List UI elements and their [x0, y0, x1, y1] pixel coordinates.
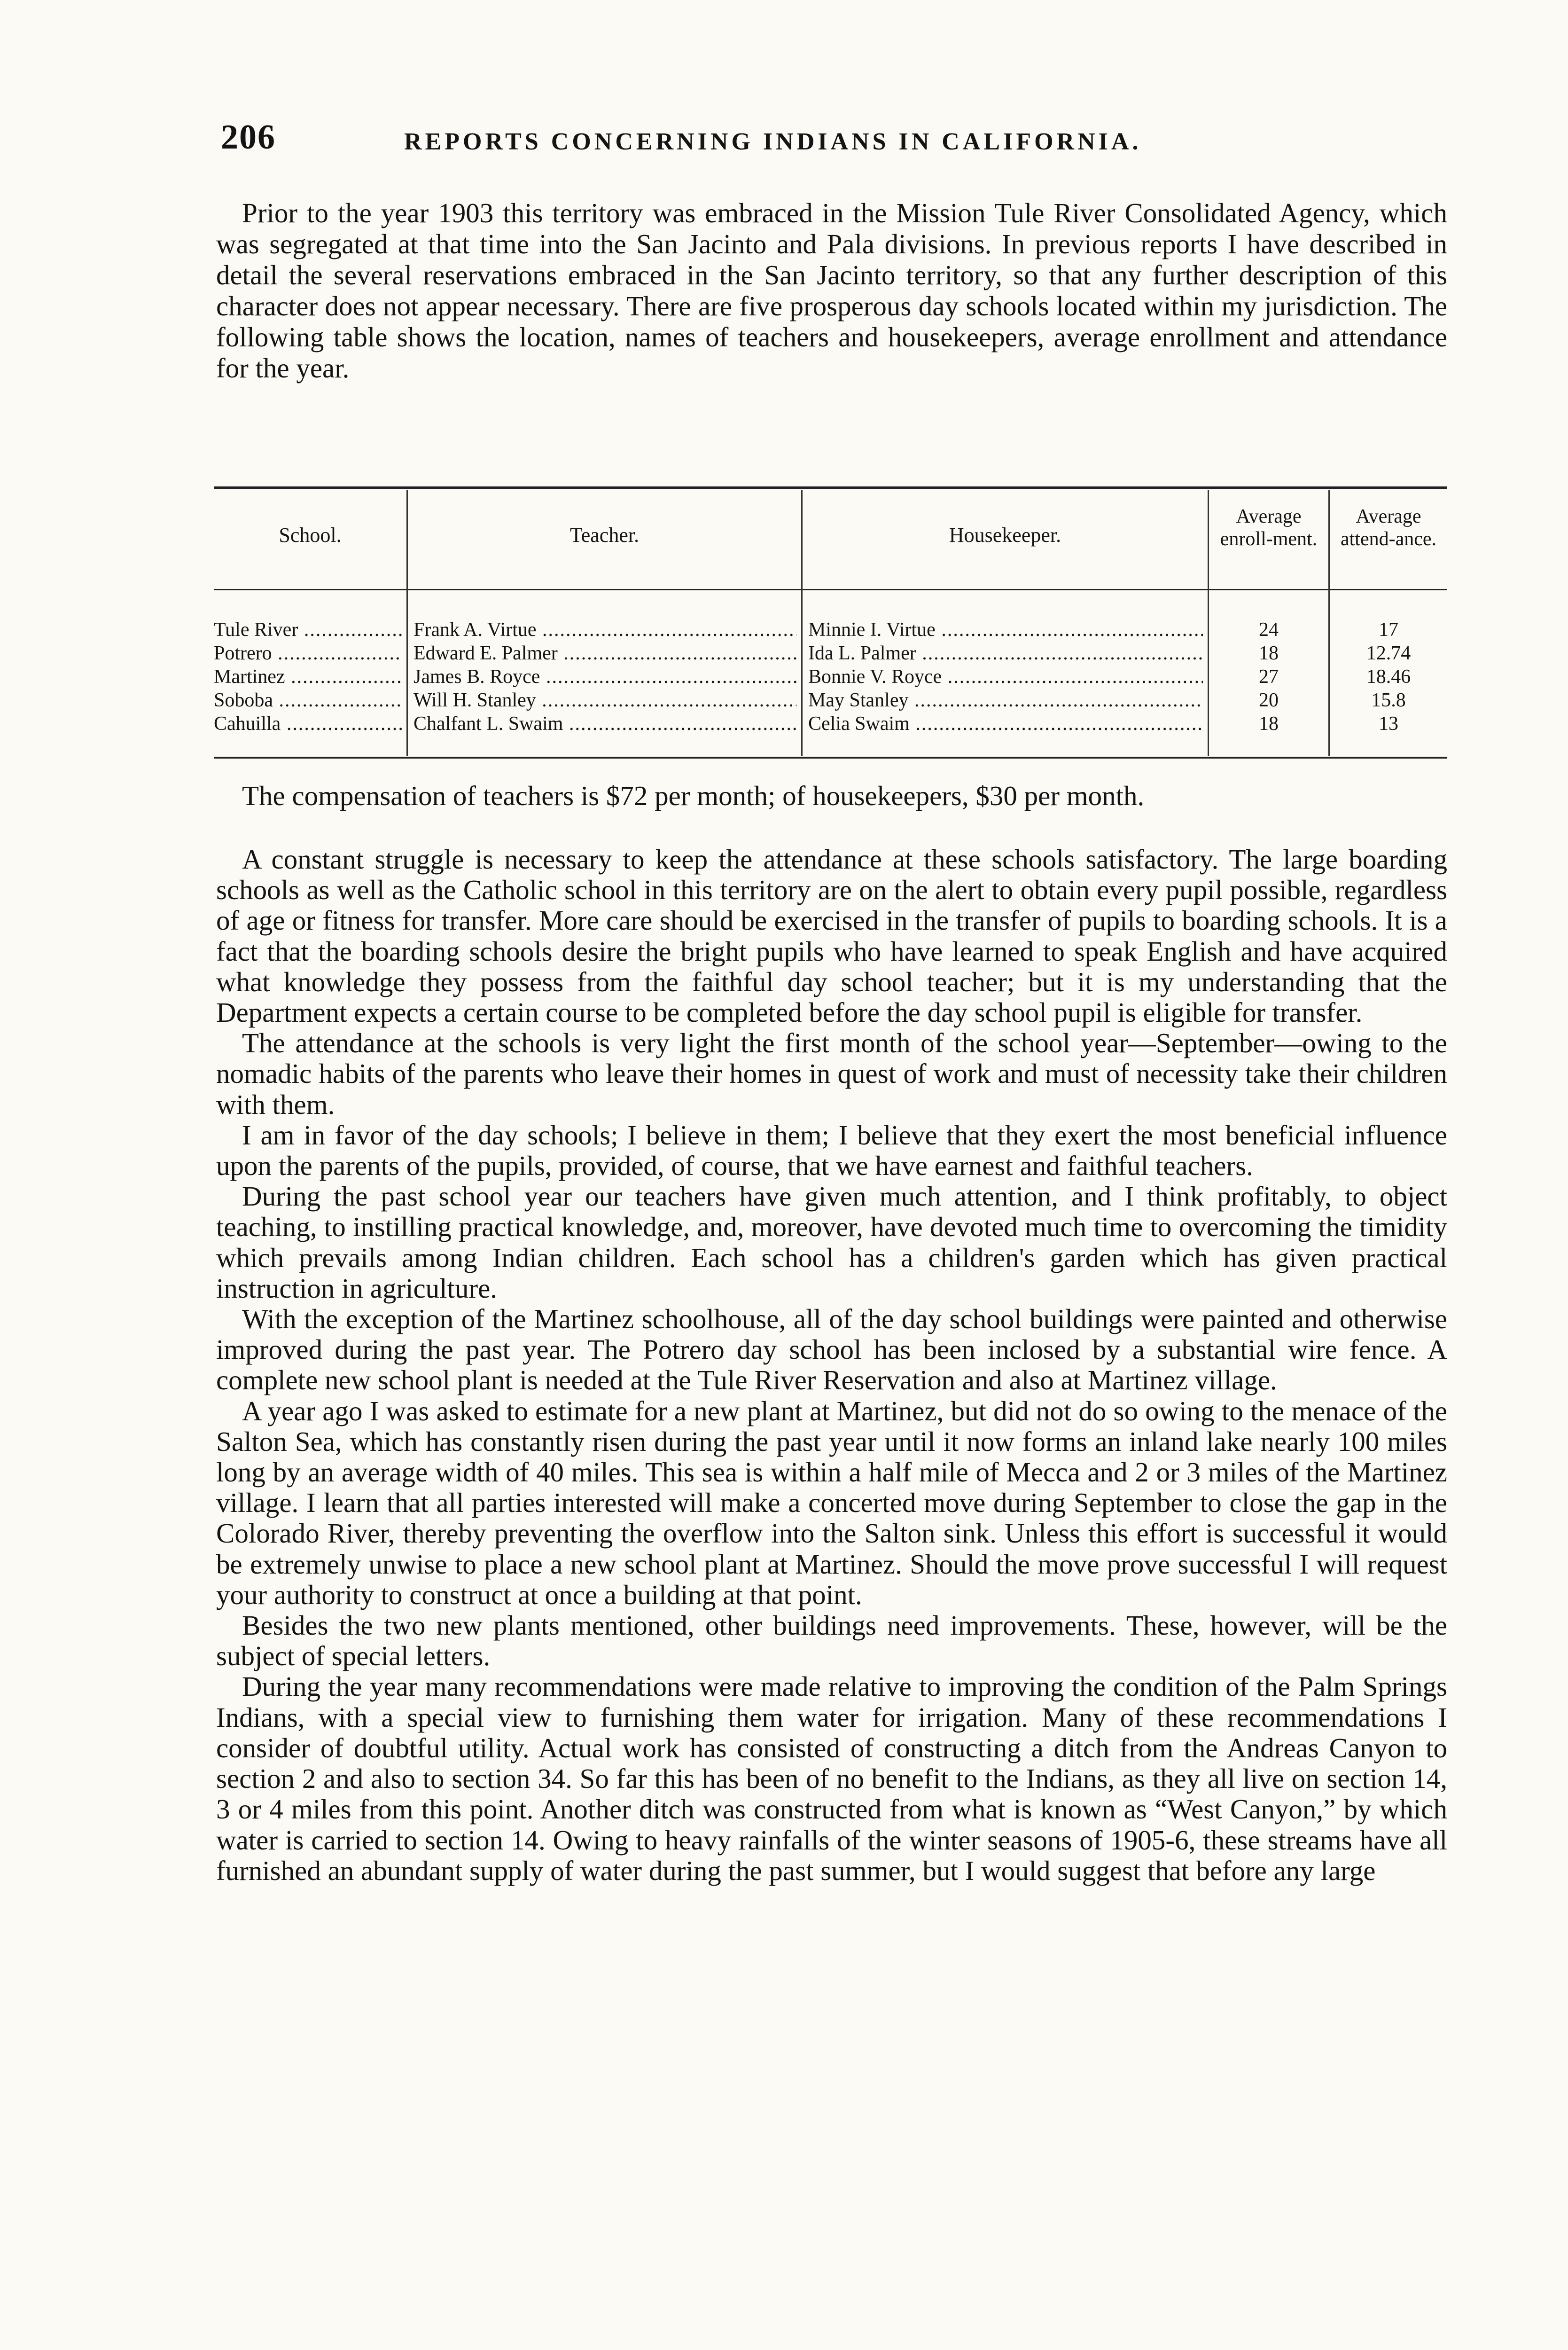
body-paragraph: A constant struggle is necessary to keep the attendance at these schools satisfactory. The large boarding schools as well as the Catholic school in this territory are on the alert to obtain every pupil possible, regardless of age or fitness for transfer. More care should be exercised in the transfer of pupils to boarding schools. It is a fact that the boarding schools desire the bright pupils who have learned to speak English and have acquired what knowledge they possess from the faithful day school teacher; but it is my understanding that the Department expects a certain course to be completed before the day school pupil is eligible for transfer.: [216, 844, 1447, 1028]
body-paragraph: During the year many recommendations were made relative to improving the condition of the Palm Springs Indians, with a special view to furnishing them water for irrigation. Many of these recommendations I consider of doubtful utility. Actual work has consisted of constructing a ditch from the Andreas Canyon to section 2 and also to section 34. So far this has been of no benefit to the Indians, as they all live on section 14, 3 or 4 miles from this point. Another ditch was constructed from what is known as “West Canyon,” by which water is carried to section 14. Owing to heavy rainfalls of the winter seasons of 1905-6, these streams have all furnished an abundant supply of water during the past summer, but I would suggest that before any large: [216, 1671, 1447, 1886]
table-top-rule: [214, 486, 1447, 489]
header-attendance: [1330, 505, 1447, 550]
page-header: [221, 118, 1452, 164]
table-cell-teacher: Will H. Stanley .....: [413, 689, 796, 712]
header-school: School.: [279, 524, 342, 547]
table-cell-housekeeper: Minnie I. Virtue .....: [808, 618, 1203, 642]
body-paragraph: Besides the two new plants mentioned, other buildings need improvements. These, however, will be the subject of special letters.: [216, 1610, 1447, 1672]
table-cell-school: Soboba .....: [214, 689, 402, 712]
table-cell-housekeeper: Ida L. Palmer .....: [808, 642, 1203, 665]
table-cell-school: Martinez .....: [214, 665, 402, 689]
header-teacher: Teacher.: [569, 524, 640, 547]
table-cell-teacher: Edward E. Palmer .....: [413, 642, 796, 665]
table-cell-school: Tule River .....: [214, 618, 402, 642]
header-attendance-text: Average attend-ance.: [1340, 506, 1437, 550]
table-cell-enrollment: 24: [1259, 619, 1279, 641]
header-enrollment: [1209, 505, 1328, 550]
running-head: REPORTS CONCERNING INDIANS IN CALIFORNIA.: [404, 128, 1142, 155]
schools-table: [214, 486, 1447, 757]
body-paragraph: A year ago I was asked to estimate for a new plant at Martinez, but did not do so owing to the menace of the Salton Sea, which has constantly risen during the past year until it now forms an inland lake nearly 100 miles long by an average width of 40 miles. This sea is within a half mile of Mecca and 2 or 3 miles of the Martinez village. I learn that all parties interested will make a concerted move during September to close the gap in the Colorado River, thereby preventing the overflow into the Salton sink. Unless this effort is successful it would be extremely unwise to place a new school plant at Martinez. Should the move prove successful I will request your authority to construct at once a building at that point.: [216, 1395, 1447, 1610]
table-cell-school: Cahuilla .....: [214, 712, 402, 736]
table-cell-teacher: Frank A. Virtue .....: [413, 618, 796, 642]
table-cell-enrollment: 20: [1259, 689, 1279, 711]
table-cell-attendance: 17: [1379, 619, 1398, 641]
table-cell-attendance: 13: [1379, 713, 1398, 735]
table-cell-enrollment: 27: [1259, 666, 1279, 688]
page-number: 206: [221, 118, 276, 157]
body-paragraph: The attendance at the schools is very light the first month of the school year—September—owing to the nomadic habits of the parents who leave their homes in quest of work and must of necessity take their children with them.: [216, 1027, 1447, 1120]
header-housekeeper: Housekeeper.: [949, 524, 1061, 547]
body-paragraph: With the exception of the Martinez schoolhouse, all of the day school buildings were painted and otherwise improved during the past year. The Potrero day school has been inclosed by a substantial wire fence. A complete new school plant is needed at the Tule River Reservation and also at Martinez village.: [216, 1303, 1447, 1396]
table-cell-enrollment: 18: [1259, 642, 1279, 664]
table-cell-teacher: James B. Royce .....: [413, 665, 796, 689]
table-cell-school: Potrero .....: [214, 642, 402, 665]
table-cell-attendance: 18.46: [1366, 666, 1411, 688]
body-paragraph: During the past school year our teachers have given much attention, and I think profitably, to object teaching, to instilling practical knowledge, and, moreover, have devoted much time to overcoming the timidity which prevails among Indian children. Each school has a children's garden which has given practical instruction in agriculture.: [216, 1181, 1447, 1304]
header-enrollment-text: Average enroll-ment.: [1220, 506, 1318, 550]
table-cell-housekeeper: May Stanley .....: [808, 689, 1203, 712]
table-cell-attendance: 15.8: [1371, 689, 1406, 711]
table-cell-housekeeper: Celia Swaim .....: [808, 712, 1203, 736]
compensation-paragraph: The compensation of teachers is $72 per month; of housekeepers, $30 per month.: [242, 780, 1145, 811]
intro-paragraph: Prior to the year 1903 this territory was embraced in the Mission Tule River Consolidated Agency, which was segregated at that time into the San Jacinto and Pala divisions. In previous reports I have described in detail the several reservations embraced in the San Jacinto territory, so that any further description of this character does not appear necessary. There are five prosperous day schools located within my jurisdiction. The following table shows the location, names of teachers and housekeepers, average enrollment and attendance for the year.: [216, 197, 1447, 384]
table-bottom-rule: [214, 757, 1447, 759]
table-cell-teacher: Chalfant L. Swaim .....: [413, 712, 796, 736]
table-cell-enrollment: 18: [1259, 713, 1279, 735]
table-cell-attendance: 12.74: [1366, 642, 1411, 664]
table-cell-housekeeper: Bonnie V. Royce .....: [808, 665, 1203, 689]
body-text: [216, 844, 1447, 1886]
table-header-rule: [214, 589, 1447, 590]
body-paragraph: I am in favor of the day schools; I believe in them; I believe that they exert the most beneficial influence upon the parents of the pupils, provided, of course, that we have earnest and faithful teachers.: [216, 1119, 1447, 1182]
